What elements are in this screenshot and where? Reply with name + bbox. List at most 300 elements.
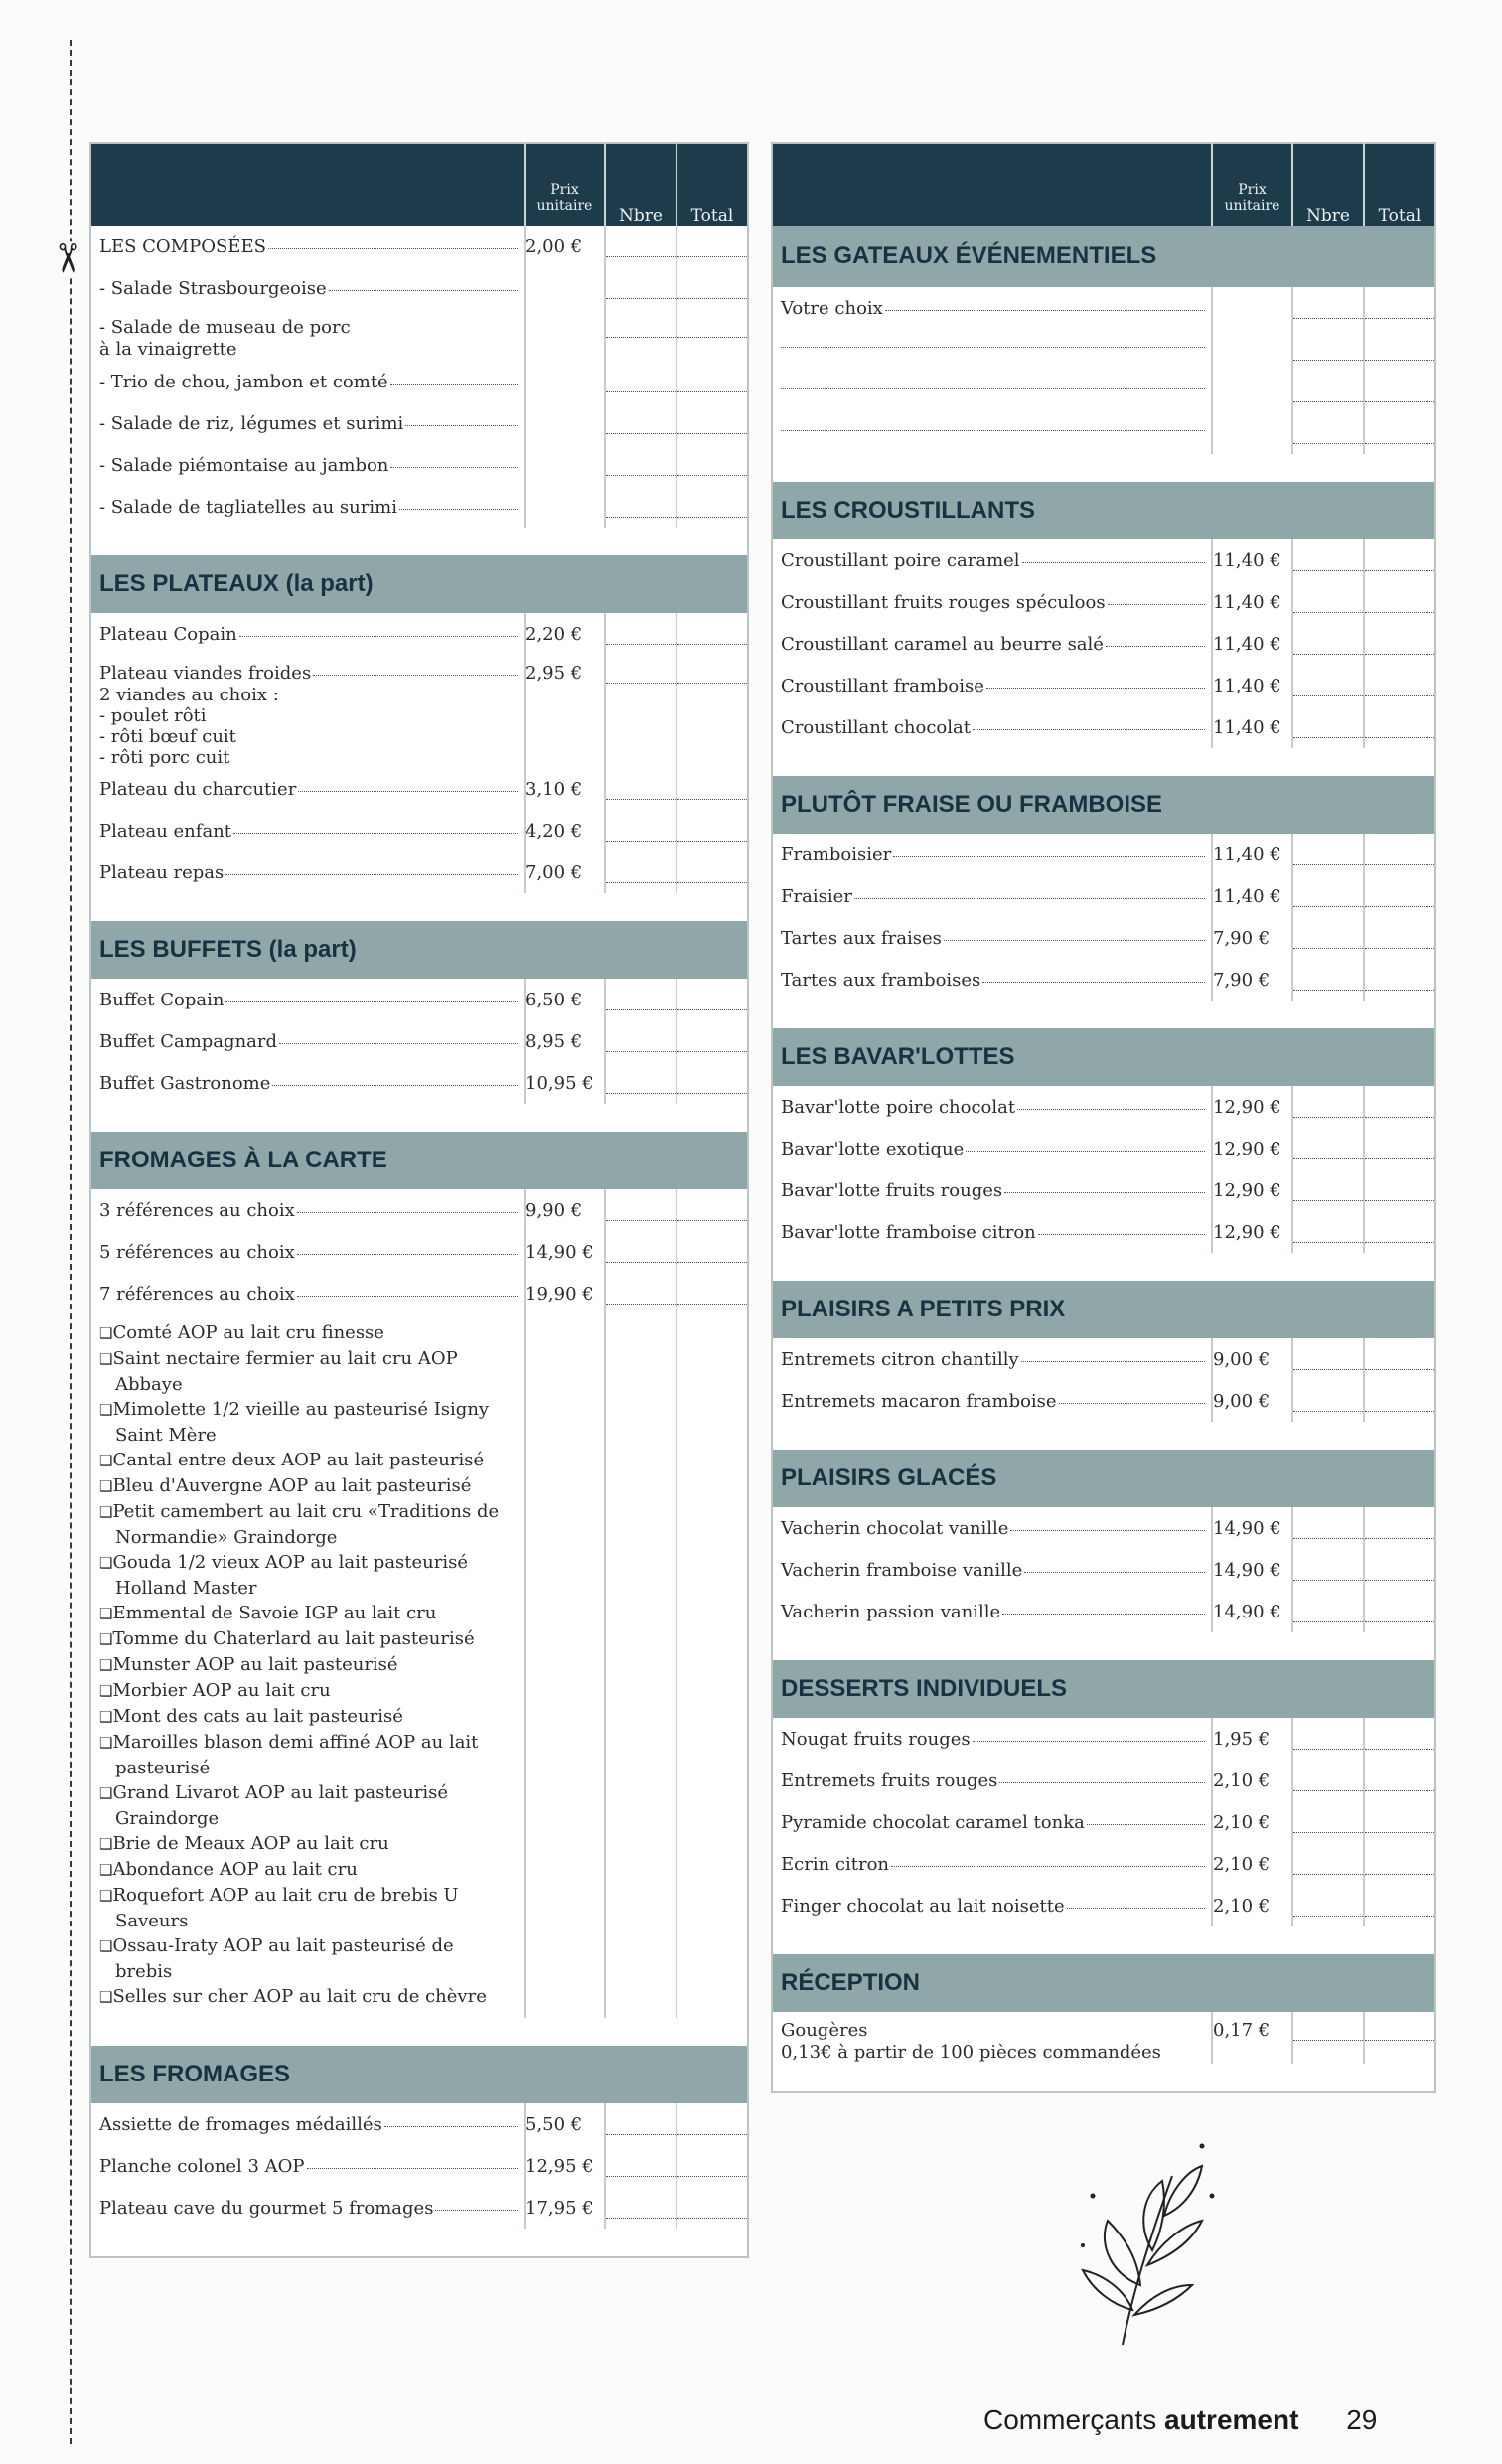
total-field[interactable] bbox=[1364, 665, 1435, 706]
dotted-blank bbox=[1365, 600, 1434, 613]
item-name-cell bbox=[772, 1843, 1212, 1885]
item-leader bbox=[781, 1180, 1211, 1201]
total-field[interactable] bbox=[676, 361, 748, 402]
total-field[interactable] bbox=[1364, 1843, 1435, 1885]
table-row bbox=[772, 1760, 1435, 1801]
total-field[interactable] bbox=[676, 444, 748, 486]
section-title: LES CROUSTILLANTS bbox=[772, 482, 1435, 539]
section-header bbox=[772, 226, 1435, 287]
dotted-blank bbox=[677, 2122, 747, 2135]
gap-cell bbox=[90, 1104, 748, 1132]
quantity-field[interactable] bbox=[1292, 1843, 1364, 1885]
dotted-leader bbox=[1010, 1529, 1205, 1531]
unit-price bbox=[525, 444, 605, 486]
table-row bbox=[772, 2012, 1435, 2064]
dotted-blank bbox=[677, 421, 747, 434]
table-row bbox=[772, 1507, 1435, 1549]
dotted-blank bbox=[677, 1250, 747, 1263]
item-name-cell bbox=[772, 1338, 1212, 1380]
item-leader bbox=[99, 1200, 524, 1221]
total-field[interactable] bbox=[1364, 875, 1435, 917]
section-title: PLUTÔT FRAISE OU FRAMBOISE bbox=[772, 776, 1435, 834]
item-name-cell bbox=[90, 361, 525, 402]
dotted-blank bbox=[606, 505, 676, 518]
dotted-leader bbox=[307, 2167, 518, 2169]
item-name: LES COMPOSÉES bbox=[99, 235, 266, 257]
section-title: LES BUFFETS (la part) bbox=[90, 921, 748, 979]
item-leader bbox=[781, 1602, 1211, 1622]
quantity-field[interactable] bbox=[1292, 1801, 1364, 1843]
quantity-field[interactable] bbox=[1292, 329, 1364, 371]
quantity-field[interactable] bbox=[605, 486, 676, 528]
dotted-leader bbox=[390, 383, 518, 385]
total-field[interactable] bbox=[1364, 1549, 1435, 1591]
cheese-checkbox-item[interactable]: ❑ Munster AOP au lait pasteurisé bbox=[99, 1652, 516, 1678]
dotted-leader bbox=[1087, 1823, 1205, 1825]
item-name-cell bbox=[772, 1718, 1212, 1760]
unit-price bbox=[525, 486, 605, 528]
total-field[interactable] bbox=[1364, 2012, 1435, 2064]
cheese-checkbox-item[interactable]: ❑ Saint nectaire fermier au lait cru AOP Abbaye bbox=[99, 1346, 516, 1397]
dotted-blank bbox=[606, 998, 676, 1010]
section-title: LES FROMAGES bbox=[90, 2046, 748, 2103]
unit-price bbox=[1212, 329, 1292, 371]
cheese-checkbox-item[interactable]: ❑ Cantal entre deux AOP au lait pasteurisé bbox=[99, 1448, 516, 1473]
quantity-field[interactable] bbox=[1292, 1128, 1364, 1169]
total-field[interactable] bbox=[1364, 371, 1435, 412]
table-row bbox=[772, 1338, 1435, 1380]
dotted-blank bbox=[606, 244, 676, 257]
item-leader bbox=[781, 845, 1211, 865]
quantity-field[interactable] bbox=[1292, 1507, 1364, 1549]
item-name-cell bbox=[772, 706, 1212, 748]
table-row bbox=[90, 1273, 748, 1314]
table-row bbox=[90, 613, 748, 655]
item-name-cell bbox=[90, 810, 525, 851]
total-field[interactable] bbox=[1364, 329, 1435, 371]
dotted-leader bbox=[1022, 561, 1205, 563]
item-name: 3 références au choix bbox=[99, 1199, 295, 1221]
scissors-icon: ✂ bbox=[43, 241, 89, 275]
total-field[interactable] bbox=[1364, 959, 1435, 1001]
dotted-blank bbox=[1293, 1610, 1363, 1622]
cheese-checkbox-item[interactable]: ❑ Ossau-Iraty AOP au lait pasteurisé de brebis bbox=[99, 1933, 516, 1984]
item-name: Bavar'lotte framboise citron bbox=[781, 1221, 1036, 1243]
item-name: Plateau enfant bbox=[99, 820, 231, 842]
total-field[interactable] bbox=[1364, 1086, 1435, 1128]
item-name: Plateau du charcutier bbox=[99, 778, 297, 800]
item-name-cell bbox=[90, 444, 525, 486]
total-field[interactable] bbox=[1364, 1801, 1435, 1843]
unit-price: 12,90 € bbox=[1212, 1128, 1292, 1169]
table-row bbox=[772, 1718, 1435, 1760]
dotted-leader bbox=[1106, 645, 1205, 647]
dotted-leader bbox=[854, 897, 1205, 899]
item-name: Ecrin citron bbox=[781, 1853, 890, 1875]
item-name-cell bbox=[772, 623, 1212, 665]
quantity-field[interactable] bbox=[605, 979, 676, 1020]
table-row bbox=[90, 309, 748, 361]
dotted-blank bbox=[606, 870, 676, 883]
section-title: LES BAVAR'LOTTES bbox=[772, 1028, 1435, 1086]
item-leader bbox=[781, 676, 1211, 696]
total-field[interactable] bbox=[676, 2145, 748, 2187]
total-field[interactable] bbox=[1364, 1169, 1435, 1211]
total-field[interactable] bbox=[1364, 917, 1435, 959]
total-field[interactable] bbox=[676, 979, 748, 1020]
gap-cell bbox=[772, 1926, 1435, 1954]
unit-price: 2,20 € bbox=[525, 613, 605, 655]
dotted-leader bbox=[1002, 1613, 1205, 1615]
dotted-leader bbox=[298, 790, 518, 792]
dotted-blank bbox=[1293, 852, 1363, 865]
quantity-field[interactable] bbox=[1292, 875, 1364, 917]
dotted-leader bbox=[1024, 1571, 1205, 1573]
dotted-blank bbox=[1365, 558, 1434, 571]
item-leader bbox=[781, 886, 1211, 907]
quantity-field[interactable] bbox=[1292, 1211, 1364, 1253]
item-name: Gougères 0,13€ à partir de 100 pièces commandées bbox=[781, 2020, 1161, 2063]
dotted-blank bbox=[1365, 348, 1434, 361]
total-field[interactable] bbox=[1364, 834, 1435, 875]
total-field[interactable] bbox=[1364, 623, 1435, 665]
cheese-checkbox-item[interactable]: ❑ Emmental de Savoie IGP au lait cru bbox=[99, 1601, 516, 1626]
cheese-checkbox-item[interactable]: ❑ Mont des cats au lait pasteurisé bbox=[99, 1704, 516, 1730]
dotted-blank bbox=[1365, 1737, 1434, 1750]
section-gap bbox=[772, 454, 1435, 482]
total-field[interactable] bbox=[676, 1273, 748, 1314]
quantity-field[interactable] bbox=[1292, 665, 1364, 706]
table-row bbox=[772, 1169, 1435, 1211]
table-row bbox=[772, 959, 1435, 1001]
dotted-blank bbox=[1365, 431, 1434, 444]
quantity-field[interactable] bbox=[1292, 412, 1364, 454]
dotted-leader bbox=[893, 855, 1205, 857]
quantity-field[interactable] bbox=[605, 1020, 676, 1062]
dotted-blank bbox=[1293, 1188, 1363, 1201]
cheese-checkbox-item[interactable]: ❑ Grand Livarot AOP au lait pasteurisé Graindorge bbox=[99, 1780, 516, 1831]
item-name-cell bbox=[90, 486, 525, 528]
total-field[interactable] bbox=[676, 810, 748, 851]
table-row bbox=[90, 2145, 748, 2187]
quantity-field[interactable] bbox=[1292, 539, 1364, 581]
section-title: RÉCEPTION bbox=[772, 1954, 1435, 2012]
dotted-blank bbox=[1293, 389, 1363, 402]
total-field[interactable] bbox=[1364, 1885, 1435, 1926]
quantity-field[interactable] bbox=[1292, 287, 1364, 329]
dotted-blank bbox=[1365, 852, 1434, 865]
item-name: Croustillant fruits rouges spéculoos bbox=[781, 591, 1106, 613]
quantity-field[interactable] bbox=[1292, 2012, 1364, 2064]
section-gap bbox=[772, 1632, 1435, 1660]
item-leader bbox=[781, 1097, 1211, 1118]
dotted-leader bbox=[1038, 1233, 1205, 1235]
empty-cell bbox=[605, 1314, 676, 2018]
dotted-blank bbox=[677, 2206, 747, 2219]
dotted-blank bbox=[677, 244, 747, 257]
brand-bold: autrement bbox=[1164, 2404, 1299, 2435]
dotted-blank bbox=[677, 463, 747, 476]
item-name: Framboisier bbox=[781, 844, 892, 865]
total-field[interactable] bbox=[676, 402, 748, 444]
dotted-blank bbox=[1365, 1610, 1434, 1622]
quantity-field[interactable] bbox=[605, 1231, 676, 1273]
unit-price: 7,90 € bbox=[1212, 917, 1292, 959]
quantity-field[interactable] bbox=[1292, 623, 1364, 665]
dotted-leader bbox=[885, 309, 1205, 311]
table-row bbox=[90, 1020, 748, 1062]
leaf-branch-icon bbox=[1053, 2136, 1232, 2355]
item-name: Plateau viandes froides bbox=[99, 663, 312, 684]
item-name-cell bbox=[90, 402, 525, 444]
quantity-field[interactable] bbox=[605, 444, 676, 486]
dotted-blank bbox=[606, 1081, 676, 1094]
item-leader bbox=[99, 821, 524, 842]
item-leader bbox=[99, 2198, 524, 2219]
dotted-blank bbox=[606, 421, 676, 434]
total-field[interactable] bbox=[1364, 1338, 1435, 1380]
total-field[interactable] bbox=[1364, 1211, 1435, 1253]
dotted-blank bbox=[677, 1208, 747, 1221]
quantity-field[interactable] bbox=[605, 1189, 676, 1231]
item-name: Tartes aux fraises bbox=[781, 927, 942, 949]
cheese-checkbox-item[interactable]: ❑ Gouda 1/2 vieux AOP au lait pasteurisé Holland Master bbox=[99, 1550, 516, 1601]
unit-price: 8,95 € bbox=[525, 1020, 605, 1062]
quantity-field[interactable] bbox=[605, 810, 676, 851]
total-field[interactable] bbox=[676, 655, 748, 768]
item-leader bbox=[781, 970, 1211, 991]
dotted-leader bbox=[313, 674, 518, 676]
quantity-field[interactable] bbox=[1292, 1760, 1364, 1801]
quantity-field[interactable] bbox=[1292, 834, 1364, 875]
table-row bbox=[90, 1231, 748, 1273]
total-field[interactable] bbox=[676, 1020, 748, 1062]
cheese-checkbox-item[interactable]: ❑ Abondance AOP au lait cru bbox=[99, 1857, 516, 1883]
table-row bbox=[772, 1843, 1435, 1885]
dotted-leader bbox=[973, 1740, 1205, 1742]
quantity-field[interactable] bbox=[1292, 1338, 1364, 1380]
gap-cell bbox=[90, 893, 748, 921]
table-row bbox=[772, 371, 1435, 412]
dotted-blank bbox=[677, 632, 747, 645]
section-header bbox=[772, 1028, 1435, 1086]
quantity-field[interactable] bbox=[1292, 1169, 1364, 1211]
item-name: Entremets fruits rouges bbox=[781, 1770, 998, 1791]
item-name: - Salade de riz, légumes et surimi bbox=[99, 412, 404, 434]
quantity-field[interactable] bbox=[1292, 1086, 1364, 1128]
quantity-field[interactable] bbox=[1292, 1885, 1364, 1926]
item-name: Croustillant caramel au beurre salé bbox=[781, 633, 1104, 655]
total-field[interactable] bbox=[676, 851, 748, 893]
cheese-checkbox-item[interactable]: ❑ Bleu d'Auvergne AOP au lait pasteurisé bbox=[99, 1473, 516, 1499]
total-field[interactable] bbox=[1364, 1507, 1435, 1549]
section-gap bbox=[90, 2018, 748, 2046]
quantity-field[interactable] bbox=[605, 2187, 676, 2229]
quantity-field[interactable] bbox=[1292, 706, 1364, 748]
item-name: Plateau cave du gourmet 5 fromages bbox=[99, 2197, 434, 2219]
table-end-gap bbox=[90, 2229, 748, 2257]
dotted-blank bbox=[606, 1292, 676, 1305]
unit-price: 12,90 € bbox=[1212, 1086, 1292, 1128]
quantity-field[interactable] bbox=[1292, 371, 1364, 412]
unit-price: 2,10 € bbox=[1212, 1885, 1292, 1926]
item-name-cell bbox=[90, 309, 525, 361]
item-name-cell bbox=[772, 1549, 1212, 1591]
quantity-field[interactable] bbox=[1292, 1591, 1364, 1632]
total-field[interactable] bbox=[676, 768, 748, 810]
unit-price: 19,90 € bbox=[525, 1273, 605, 1314]
cheese-checkbox-item[interactable]: ❑ Maroilles blason demi affiné AOP au lait pasteurisé bbox=[99, 1730, 516, 1780]
item-name: Vacherin chocolat vanille bbox=[781, 1517, 1009, 1539]
page-footer bbox=[983, 2404, 1377, 2436]
dotted-blank bbox=[606, 2164, 676, 2177]
dotted-blank bbox=[1293, 725, 1363, 738]
total-field[interactable] bbox=[676, 267, 748, 309]
cheese-checkbox-item[interactable]: ❑ Roquefort AOP au lait cru de brebis U Saveurs bbox=[99, 1883, 516, 1933]
cheese-checkbox-item[interactable]: ❑ Brie de Meaux AOP au lait cru bbox=[99, 1831, 516, 1857]
item-name-cell bbox=[90, 1273, 525, 1314]
total-field[interactable] bbox=[1364, 706, 1435, 748]
item-name-cell bbox=[772, 959, 1212, 1001]
quantity-field[interactable] bbox=[605, 1062, 676, 1104]
cheese-checkbox-item[interactable]: ❑ Petit camembert au lait cru «Traditions de Normandie» Graindorge bbox=[99, 1499, 516, 1550]
total-field[interactable] bbox=[1364, 412, 1435, 454]
total-field[interactable] bbox=[1364, 581, 1435, 623]
unit-price: 11,40 € bbox=[1212, 875, 1292, 917]
total-field[interactable] bbox=[676, 2103, 748, 2145]
total-field[interactable] bbox=[676, 2187, 748, 2229]
total-field[interactable] bbox=[676, 486, 748, 528]
quantity-field[interactable] bbox=[605, 2103, 676, 2145]
quantity-field[interactable] bbox=[605, 267, 676, 309]
quantity-field[interactable] bbox=[605, 2145, 676, 2187]
item-leader bbox=[781, 1812, 1211, 1833]
dotted-leader bbox=[1017, 1108, 1205, 1110]
quantity-field[interactable] bbox=[605, 851, 676, 893]
quantity-field[interactable] bbox=[1292, 917, 1364, 959]
quantity-field[interactable] bbox=[1292, 1718, 1364, 1760]
cheese-checkbox-item[interactable]: ❑ Comté AOP au lait cru finesse bbox=[99, 1320, 516, 1346]
dotted-blank bbox=[677, 505, 747, 518]
cheese-checkbox-item[interactable]: ❑ Selles sur cher AOP au lait cru de chèvre bbox=[99, 1984, 516, 2010]
cheese-choice-list bbox=[91, 1314, 524, 2018]
unit-price bbox=[525, 361, 605, 402]
quantity-field[interactable] bbox=[605, 226, 676, 267]
quantity-field[interactable] bbox=[605, 309, 676, 361]
unit-price: 14,90 € bbox=[525, 1231, 605, 1273]
dotted-leader bbox=[781, 429, 1205, 431]
dotted-blank bbox=[1365, 1147, 1434, 1159]
dotted-blank bbox=[1293, 894, 1363, 907]
item-name-cell bbox=[90, 768, 525, 810]
item-name-cell bbox=[772, 287, 1212, 329]
total-field[interactable] bbox=[1364, 539, 1435, 581]
header-total: Total bbox=[676, 143, 748, 226]
total-field[interactable] bbox=[676, 226, 748, 267]
section-gap bbox=[90, 893, 748, 921]
item-leader bbox=[99, 1031, 524, 1052]
table-row bbox=[90, 655, 748, 768]
quantity-field[interactable] bbox=[605, 402, 676, 444]
item-leader bbox=[781, 1139, 1211, 1159]
item-leader bbox=[781, 1349, 1211, 1370]
item-leader bbox=[99, 2114, 524, 2135]
total-field[interactable] bbox=[676, 309, 748, 361]
table-row bbox=[90, 402, 748, 444]
total-field[interactable] bbox=[676, 1062, 748, 1104]
unit-price bbox=[525, 309, 605, 361]
total-field[interactable] bbox=[1364, 1760, 1435, 1801]
table-end-gap bbox=[772, 2064, 1435, 2092]
item-name: Finger chocolat au lait noisette bbox=[781, 1895, 1065, 1917]
unit-price: 2,10 € bbox=[1212, 1801, 1292, 1843]
dotted-blank bbox=[677, 671, 747, 684]
total-field[interactable] bbox=[676, 1189, 748, 1231]
total-field[interactable] bbox=[1364, 1718, 1435, 1760]
header-unit-price: Prix unitaire bbox=[1212, 143, 1292, 226]
item-name: Entremets macaron framboise bbox=[781, 1390, 1057, 1412]
dotted-blank bbox=[1365, 1778, 1434, 1791]
quantity-field[interactable] bbox=[605, 768, 676, 810]
total-field[interactable] bbox=[676, 1231, 748, 1273]
dotted-leader bbox=[272, 1084, 518, 1086]
item-name: Bavar'lotte exotique bbox=[781, 1138, 965, 1159]
dotted-leader bbox=[268, 247, 518, 249]
dotted-blank bbox=[1365, 1904, 1434, 1917]
quantity-field[interactable] bbox=[605, 1273, 676, 1314]
total-field[interactable] bbox=[676, 613, 748, 655]
quantity-field[interactable] bbox=[605, 655, 676, 768]
dotted-leader bbox=[399, 508, 518, 510]
dotted-leader bbox=[384, 2125, 518, 2127]
cheese-checkbox-item[interactable]: ❑ Tomme du Chaterlard au lait pasteurisé bbox=[99, 1626, 516, 1652]
item-leader bbox=[99, 455, 524, 476]
table-row bbox=[772, 1591, 1435, 1632]
total-field[interactable] bbox=[1364, 1591, 1435, 1632]
item-name-cell bbox=[90, 1062, 525, 1104]
total-field[interactable] bbox=[1364, 287, 1435, 329]
cheese-checkbox-item[interactable]: ❑ Morbier AOP au lait cru bbox=[99, 1678, 516, 1704]
dotted-leader bbox=[390, 466, 518, 468]
item-name-cell bbox=[772, 1086, 1212, 1128]
quantity-field[interactable] bbox=[1292, 581, 1364, 623]
item-name-cell bbox=[90, 226, 525, 267]
quantity-field[interactable] bbox=[1292, 1549, 1364, 1591]
dotted-leader bbox=[944, 939, 1205, 941]
quantity-field[interactable] bbox=[605, 361, 676, 402]
quantity-field[interactable] bbox=[1292, 1380, 1364, 1422]
section-title: DESSERTS INDIVIDUELS bbox=[772, 1660, 1435, 1718]
dotted-blank bbox=[1293, 1568, 1363, 1581]
item-leader bbox=[99, 624, 524, 645]
dotted-blank bbox=[1365, 1230, 1434, 1243]
header-quantity: Nbre bbox=[605, 143, 676, 226]
total-field[interactable] bbox=[1364, 1380, 1435, 1422]
table-row bbox=[90, 979, 748, 1020]
table-row bbox=[90, 2103, 748, 2145]
table-row bbox=[90, 810, 748, 851]
dotted-blank bbox=[1293, 1105, 1363, 1118]
quantity-field[interactable] bbox=[605, 613, 676, 655]
unit-price: 14,90 € bbox=[1212, 1507, 1292, 1549]
item-name-cell bbox=[772, 329, 1212, 371]
cheese-checkbox-item[interactable]: ❑ Mimolette 1/2 vieille au pasteurisé Isigny Saint Mère bbox=[99, 1397, 516, 1448]
item-name: Bavar'lotte poire chocolat bbox=[781, 1096, 1016, 1118]
dotted-leader bbox=[435, 2209, 518, 2211]
quantity-field[interactable] bbox=[1292, 959, 1364, 1001]
dotted-leader bbox=[781, 346, 1205, 348]
total-field[interactable] bbox=[1364, 1128, 1435, 1169]
